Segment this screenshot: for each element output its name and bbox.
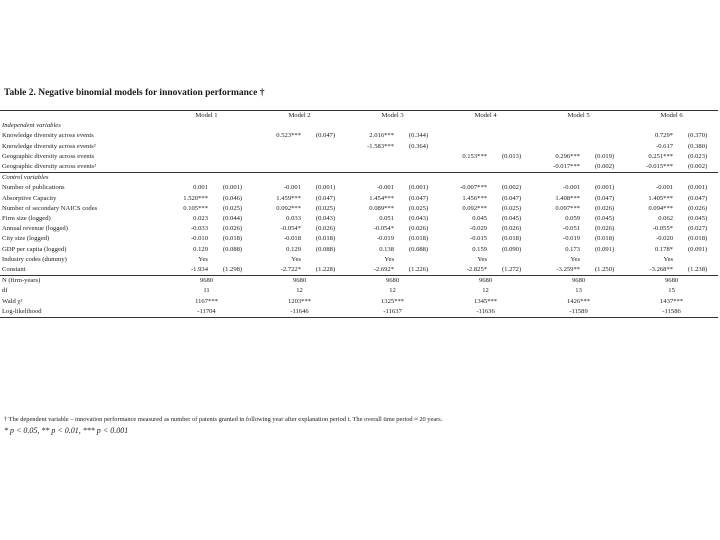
row-label: Knowledge diversity across events	[2, 132, 94, 140]
row-label: GDP per capita (logged)	[2, 245, 67, 253]
std-error-cell	[305, 152, 346, 162]
coefficient-cell: 0.153***	[462, 152, 488, 160]
coefficient-cell: 0.092***	[276, 204, 302, 212]
stat-value-cell: 1167***	[195, 297, 218, 305]
row-label: N (firm-years)	[2, 277, 41, 285]
stat-value-cell: -11589	[532, 307, 625, 318]
coefficient-cell: -0.015***	[646, 163, 674, 171]
coefficient-cell: 0.092***	[462, 204, 488, 212]
coefficient-cell: -0.054*	[373, 225, 395, 233]
table-header-row	[0, 111, 718, 122]
std-error-cell: (0.045)	[501, 215, 522, 223]
coefficient-cell: -0.007***	[460, 184, 488, 192]
stat-value-cell: 12	[389, 287, 396, 295]
coefficient-cell: 0.001	[193, 184, 208, 192]
std-error-cell: (0.047)	[408, 194, 429, 202]
header-model-2: Model 2	[253, 111, 346, 122]
significance-note: * p < 0.05, ** p < 0.01, *** p < 0.001	[4, 426, 129, 435]
std-error-cell: (1.228)	[305, 265, 346, 276]
stat-value-cell: -11637	[346, 307, 439, 318]
std-error-cell: (0.001)	[687, 184, 708, 192]
coefficient-cell: 0.129	[193, 245, 208, 253]
coefficient-cell	[439, 162, 491, 173]
std-error-cell: (0.001)	[315, 184, 336, 192]
std-error-cell: (0.018)	[222, 235, 243, 243]
regression-table	[0, 110, 718, 318]
stat-value-cell: 1437***	[660, 297, 684, 305]
coefficient-cell: 0.062	[658, 215, 674, 223]
row-label: Knowledge diversity across events²	[2, 142, 96, 150]
table-row	[0, 142, 718, 152]
row-label: df	[2, 287, 8, 295]
std-error-cell: (0.026)	[222, 225, 243, 233]
std-error-cell: (0.047)	[687, 194, 708, 202]
coefficient-cell: -2.825*	[439, 265, 491, 276]
std-error-cell: (0.043)	[408, 215, 429, 223]
coefficient-cell: -0.020	[656, 235, 674, 243]
coefficient-cell	[532, 131, 584, 141]
coefficient-cell	[532, 142, 584, 152]
coefficient-cell: 0.045	[472, 215, 488, 223]
coefficient-cell: -0.018	[283, 235, 302, 243]
table-row	[0, 152, 718, 162]
coefficient-cell	[253, 162, 305, 173]
coefficient-cell: 0.296***	[555, 152, 581, 160]
coefficient-cell: 0.023	[193, 215, 208, 223]
stat-value-cell: 12	[296, 287, 303, 295]
std-error-cell: (0.001)	[222, 184, 243, 192]
std-error-cell: (0.380)	[687, 142, 708, 150]
stat-value-cell: 9680	[571, 277, 586, 285]
coefficient-cell: -0.019	[376, 235, 395, 243]
coefficient-cell: -0.019	[563, 235, 581, 243]
coefficient-cell: 1.408***	[555, 194, 581, 202]
std-error-cell: (1.250)	[584, 265, 625, 276]
coefficient-cell: Yes	[663, 255, 674, 263]
std-error-cell	[491, 142, 532, 152]
stat-value-cell: 9680	[199, 277, 214, 285]
stat-value-cell: 9680	[292, 277, 307, 285]
std-error-cell	[491, 255, 532, 265]
std-error-cell: (0.043)	[315, 215, 336, 223]
std-error-cell	[305, 255, 346, 265]
coefficient-cell: 0.051	[379, 215, 395, 223]
coefficient-cell: -2.722*	[253, 265, 305, 276]
coefficient-cell: 1.454***	[369, 194, 395, 202]
row-label: City size (logged)	[2, 235, 50, 243]
std-error-cell	[305, 142, 346, 152]
std-error-cell	[212, 255, 253, 265]
row-label: Geographic diversity across events	[2, 152, 95, 160]
table-row	[0, 214, 718, 224]
row-label: Constant	[0, 265, 160, 276]
coefficient-cell: -0.015	[470, 235, 488, 243]
std-error-cell: (0.027)	[687, 225, 708, 233]
table-row	[0, 131, 718, 141]
coefficient-cell	[253, 152, 305, 162]
std-error-cell: (0.088)	[222, 245, 243, 253]
row-label: Number of secondary NAICS codes	[2, 204, 98, 212]
std-error-cell: (0.091)	[594, 245, 615, 253]
coefficient-cell	[439, 131, 491, 141]
std-error-cell: (0.088)	[315, 245, 336, 253]
coefficient-cell: 0.033	[286, 215, 302, 223]
coefficient-cell: 1.456***	[462, 194, 488, 202]
std-error-cell: (0.088)	[408, 245, 429, 253]
std-error-cell	[584, 131, 625, 141]
section-header-control	[0, 173, 718, 184]
std-error-cell: (0.344)	[408, 132, 429, 140]
header-blank	[0, 111, 160, 122]
coefficient-cell: Yes	[570, 255, 581, 263]
std-error-cell: (0.091)	[687, 245, 708, 253]
stat-value-cell: 13	[575, 287, 582, 295]
row-label: Industry codes (dummy)	[2, 255, 67, 263]
row-label: Annual revenue (logged)	[2, 225, 68, 233]
section-header-independent	[0, 121, 718, 131]
coefficient-cell: -0.001	[656, 184, 674, 192]
stats-row	[0, 307, 718, 318]
header-model-4: Model 4	[439, 111, 532, 122]
std-error-cell: (0.364)	[408, 142, 429, 150]
std-error-cell: (0.025)	[408, 204, 429, 212]
coefficient-cell	[160, 131, 212, 141]
coefficient-cell: -0.617	[656, 142, 674, 150]
std-error-cell	[212, 131, 253, 141]
coefficient-cell: -1.583***	[367, 142, 395, 150]
std-error-cell: (0.025)	[315, 204, 336, 212]
stat-value-cell: -11704	[160, 307, 253, 318]
table-notes	[4, 414, 442, 436]
std-error-cell	[584, 142, 625, 152]
coefficient-cell: Yes	[384, 255, 395, 263]
stat-value-cell: 12	[482, 287, 489, 295]
table-row	[0, 255, 718, 265]
std-error-cell	[677, 255, 718, 265]
table-row	[0, 194, 718, 204]
std-error-cell: (0.026)	[315, 225, 336, 233]
stat-value-cell: 1203***	[287, 297, 312, 305]
stat-value-cell: 9680	[385, 277, 400, 285]
coefficient-cell	[160, 142, 212, 152]
header-model-5: Model 5	[532, 111, 625, 122]
row-label: Firm size (logged)	[2, 215, 51, 223]
table-body	[0, 121, 718, 317]
std-error-cell	[212, 162, 253, 173]
std-error-cell: (0.047)	[501, 194, 522, 202]
std-error-cell: (0.026)	[594, 204, 615, 212]
stat-value-cell: 1345***	[474, 297, 498, 305]
std-error-cell	[305, 162, 346, 173]
coefficient-cell: -0.033	[190, 225, 208, 233]
stat-value-cell: -11636	[439, 307, 532, 318]
header-model-1: Model 1	[160, 111, 253, 122]
std-error-cell: (0.090)	[501, 245, 522, 253]
coefficient-cell: -3.259**	[532, 265, 584, 276]
coefficient-cell: 1.520***	[183, 194, 208, 202]
header-model-6: Model 6	[625, 111, 718, 122]
std-error-cell	[491, 131, 532, 141]
coefficient-cell: -0.055*	[652, 225, 674, 233]
coefficient-cell	[253, 142, 305, 152]
std-error-cell	[398, 152, 439, 162]
coefficient-cell: -0.017***	[553, 163, 581, 171]
stat-value-cell: 9680	[664, 277, 679, 285]
coefficient-cell: -0.001	[283, 184, 302, 192]
coefficient-cell: 0.729*	[654, 132, 674, 140]
std-error-cell: (0.025)	[222, 204, 243, 212]
coefficient-cell: 0.097***	[555, 204, 581, 212]
coefficient-cell: -0.029	[470, 225, 488, 233]
std-error-cell: (0.370)	[687, 132, 708, 140]
row-label: Geographic diversity across events²	[2, 163, 97, 171]
std-error-cell: (1.226)	[398, 265, 439, 276]
row-label: Wald χ²	[2, 297, 23, 305]
coefficient-cell: -0.051	[563, 225, 581, 233]
coefficient-cell: 0.138	[379, 245, 395, 253]
std-error-cell: (0.025)	[501, 204, 522, 212]
table-title: Table 2. Negative binomial models for innovation performance †	[4, 88, 265, 98]
section-label: Independent variables	[2, 122, 61, 130]
std-error-cell: (0.018)	[594, 235, 615, 243]
coefficient-cell	[160, 152, 212, 162]
stats-row	[0, 276, 718, 287]
std-error-cell: (0.002)	[594, 163, 615, 171]
coefficient-cell: -0.001	[376, 184, 395, 192]
coefficient-cell: 0.159	[472, 245, 488, 253]
std-error-cell	[212, 142, 253, 152]
coefficient-cell: Yes	[477, 255, 488, 263]
header-model-3: Model 3	[346, 111, 439, 122]
coefficient-cell: 2.016***	[369, 132, 395, 140]
coefficient-cell: 1.405***	[648, 194, 674, 202]
coefficient-cell: 0.094***	[648, 204, 674, 212]
stat-value-cell: 15	[668, 287, 675, 295]
stat-value-cell: 9680	[478, 277, 493, 285]
std-error-cell: (0.047)	[315, 132, 336, 140]
stat-value-cell: 11	[203, 287, 210, 295]
row-label: Log-likelihood	[0, 307, 160, 318]
coefficient-cell	[346, 162, 398, 173]
coefficient-cell: -0.001	[563, 184, 581, 192]
coefficient-cell: 0.089***	[369, 204, 395, 212]
coefficient-cell: -0.054*	[280, 225, 302, 233]
table-row	[0, 183, 718, 193]
std-error-cell: (0.001)	[594, 184, 615, 192]
std-error-cell: (0.046)	[222, 194, 243, 202]
std-error-cell: (0.023)	[687, 152, 708, 160]
coefficient-cell: 0.173	[565, 245, 581, 253]
coefficient-cell: -0.010	[190, 235, 208, 243]
std-error-cell: (0.018)	[315, 235, 336, 243]
std-error-cell: (0.045)	[687, 215, 708, 223]
std-error-cell: (0.019)	[594, 152, 615, 160]
stat-value-cell: -11646	[253, 307, 346, 318]
std-error-cell: (1.238)	[677, 265, 718, 276]
stat-value-cell: 1325***	[381, 297, 405, 305]
std-error-cell: (0.047)	[315, 194, 336, 202]
coefficient-cell: 0.129	[286, 245, 302, 253]
table-row	[0, 204, 718, 214]
std-error-cell: (1.272)	[491, 265, 532, 276]
regression-table-container	[0, 110, 720, 318]
std-error-cell	[584, 255, 625, 265]
std-error-cell: (1.298)	[212, 265, 253, 276]
table-row	[0, 245, 718, 255]
stats-row	[0, 297, 718, 307]
coefficient-cell: 0.251***	[648, 152, 674, 160]
std-error-cell: (0.018)	[408, 235, 429, 243]
coefficient-cell: Yes	[291, 255, 302, 263]
coefficient-cell: -1.934	[160, 265, 212, 276]
std-error-cell: (0.045)	[594, 215, 615, 223]
std-error-cell	[491, 162, 532, 173]
section-label: Control variables	[0, 173, 718, 184]
stat-value-cell: 1426***	[567, 297, 591, 305]
std-error-cell: (0.002)	[687, 163, 708, 171]
std-error-cell: (0.018)	[501, 235, 522, 243]
std-error-cell	[398, 255, 439, 265]
std-error-cell: (0.026)	[687, 204, 708, 212]
coefficient-cell: -3.268**	[625, 265, 677, 276]
coefficient-cell: Yes	[198, 255, 208, 263]
std-error-cell: (0.001)	[408, 184, 429, 192]
table-row	[0, 162, 718, 173]
coefficient-cell	[346, 152, 398, 162]
std-error-cell: (0.044)	[222, 215, 243, 223]
stats-row	[0, 286, 718, 296]
coefficient-cell: 0.523***	[276, 132, 302, 140]
std-error-cell: (0.018)	[687, 235, 708, 243]
std-error-cell: (0.026)	[501, 225, 522, 233]
coefficient-cell	[439, 142, 491, 152]
std-error-cell: (0.047)	[594, 194, 615, 202]
coefficient-cell: 0.105***	[183, 204, 208, 212]
table-row	[0, 224, 718, 234]
coefficient-cell: 1.459***	[276, 194, 302, 202]
coefficient-cell	[160, 162, 212, 173]
row-label: Number of publications	[2, 184, 65, 192]
coefficient-cell: 0.178*	[654, 245, 674, 253]
table-row	[0, 234, 718, 244]
std-error-cell: (0.026)	[408, 225, 429, 233]
row-label: Absorptive Capacity	[2, 194, 57, 202]
table-row	[0, 265, 718, 276]
coefficient-cell: -2.692*	[346, 265, 398, 276]
stat-value-cell: -11586	[625, 307, 718, 318]
std-error-cell: (0.002)	[501, 184, 522, 192]
std-error-cell: (0.026)	[594, 225, 615, 233]
coefficient-cell: 0.059	[565, 215, 581, 223]
std-error-cell	[212, 152, 253, 162]
dagger-note: † The dependent variable – innovation performance measured as number of patents granted in following year after explanation period t. The overall time period ≈ 20 years.	[4, 416, 443, 423]
std-error-cell: (0.013)	[501, 152, 522, 160]
std-error-cell	[398, 162, 439, 173]
